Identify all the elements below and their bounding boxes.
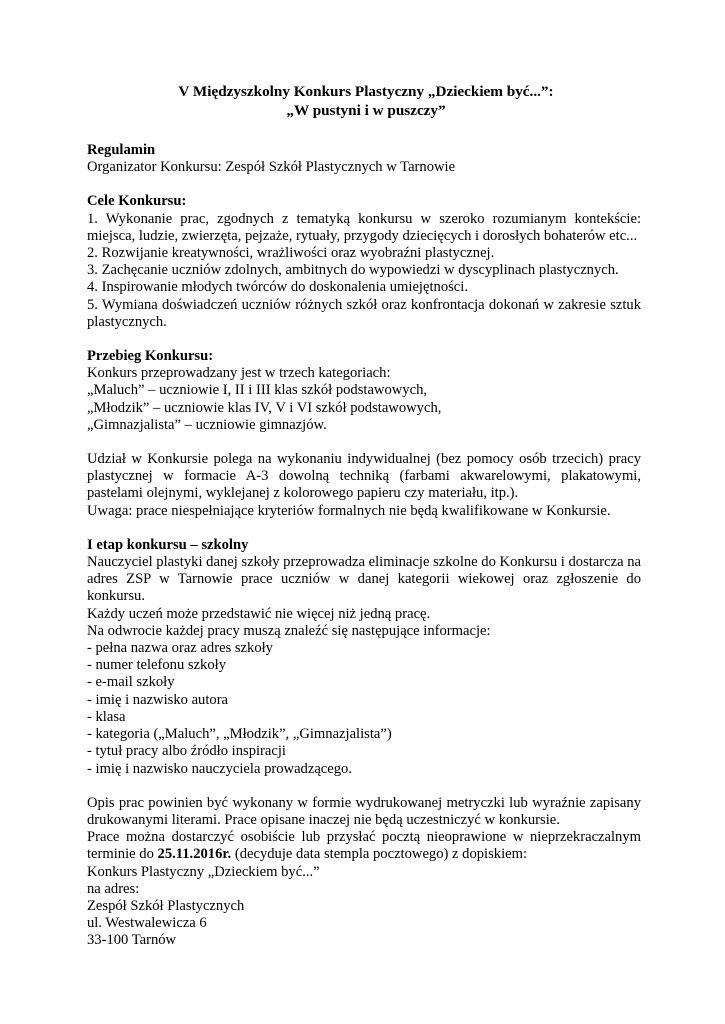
info-item: - e-mail szkoły [87, 674, 175, 691]
cele-item: 5. Wymiana doświadczeń uczniów różnych szkół oraz konfrontacja dokonań w zakresie sztuk plastycznych. [87, 296, 641, 330]
przebieg-line: „Młodzik” – uczniowie klas IV, V i VI szkół podstawowych, [87, 399, 442, 416]
info-item: - imię i nazwisko nauczyciela prowadzącego. [87, 760, 352, 777]
dopisek-line: Konkurs Plastyczny „Dzieckiem być...” [87, 863, 320, 880]
address-line: 33-100 Tarnów [87, 932, 177, 949]
cele-heading: Cele Konkursu: [87, 193, 187, 210]
przebieg-heading: Przebieg Konkursu: [87, 348, 214, 365]
cele-item: 1. Wykonanie prac, zgodnych z tematyką konkursu w szeroko rozumianym kontekście: miejsca, ludzie, zwierzęta, pejzaże, rytuały, przygody dziecięcych i dorosłych bohaterów etc... [87, 210, 641, 244]
info-item: - kategoria („Maluch”, „Młodzik”, „Gimnazjalista”) [87, 726, 392, 743]
info-item: - pełna nazwa oraz adres szkoły [87, 640, 273, 657]
organizer-line: Organizator Konkursu: Zespół Szkół Plastycznych w Tarnowie [87, 159, 456, 176]
delivery-text-after: (decyduje data stempla pocztowego) z dopiskiem: [231, 846, 528, 863]
opis-paragraph: Opis prac powinien być wykonany w formie wydrukowanej metryczki lub wyraźnie zapisany drukowanymi literami. Prace opisane inaczej nie będą uczestniczyć w konkursie. [87, 794, 641, 828]
document-title [87, 82, 641, 120]
info-intro: Na odwrocie każdej pracy muszą znaleźć się następujące informacje: [87, 622, 491, 639]
delivery-text: Prace można dostarczyć osobiście lub przysłać pocztą nieoprawione w nieprzekraczalnym terminie do [87, 829, 641, 863]
cele-item: 4. Inspirowanie młodych twórców do doskonalenia umiejętności. [87, 279, 468, 296]
title-line-1: V Międzyszkolny Konkurs Plastyczny „Dzieckiem być...”: [178, 83, 554, 100]
address-line: ul. Westwalewicza 6 [87, 915, 207, 932]
cele-item: 3. Zachęcanie uczniów zdolnych, ambitnych do wypowiedzi w dyscyplinach plastycznych. [87, 262, 619, 279]
info-item: - tytuł pracy albo źródło inspiracji [87, 743, 286, 760]
przebieg-line: Konkurs przeprowadzany jest w trzech kategoriach: [87, 365, 391, 382]
uwaga-line: Uwaga: prace niespełniające kryteriów formalnych nie będą kwalifikowane w Konkursie. [87, 502, 611, 519]
cele-item: 2. Rozwijanie kreatywności, wrażliwości oraz wyobraźni plastycznej. [87, 245, 495, 262]
etap-section [87, 537, 641, 778]
etap-intro: Nauczyciel plastyki danej szkoły przeprowadza eliminacje szkolne do Konkursu i dostarcza na adres ZSP w Tarnowie prace uczniów w danej kategorii wiekowej oraz zgłoszenie do konkursu. [87, 554, 641, 605]
deadline-date: 25.11.2016r. [157, 846, 232, 863]
info-item: - klasa [87, 708, 126, 725]
cele-section [87, 193, 641, 331]
one-work-line: Każdy uczeń może przedstawić nie więcej niż jedną pracę. [87, 605, 431, 622]
info-item: - numer telefonu szkoły [87, 657, 227, 674]
przebieg-line: „Gimnazjalista” – uczniowie gimnazjów. [87, 416, 327, 433]
delivery-paragraph [87, 829, 641, 863]
final-section [87, 795, 641, 950]
regulamin-heading: Regulamin [87, 142, 156, 158]
regulamin-section [87, 142, 641, 176]
address-line: na adres: [87, 880, 140, 897]
udzial-paragraph: Udział w Konkursie polega na wykonaniu indywidualnej (bez pomocy osób trzecich) pracy plastycznej w formacie A-3 dowolną techniką (farbami akwarelowymi, plakatowymi, pastelami olejnymi, wyklejanej z kolorowego papieru czy materiału, itp.). [87, 451, 641, 502]
przebieg-section [87, 348, 641, 520]
etap-heading: I etap konkursu – szkolny [87, 536, 249, 553]
title-line-2: „W pustyni i w puszczy” [286, 102, 446, 119]
info-item: - imię i nazwisko autora [87, 691, 229, 708]
przebieg-line: „Maluch” – uczniowie I, II i III klas szkół podstawowych, [87, 382, 428, 399]
address-line: Zespół Szkół Plastycznych [87, 897, 245, 914]
